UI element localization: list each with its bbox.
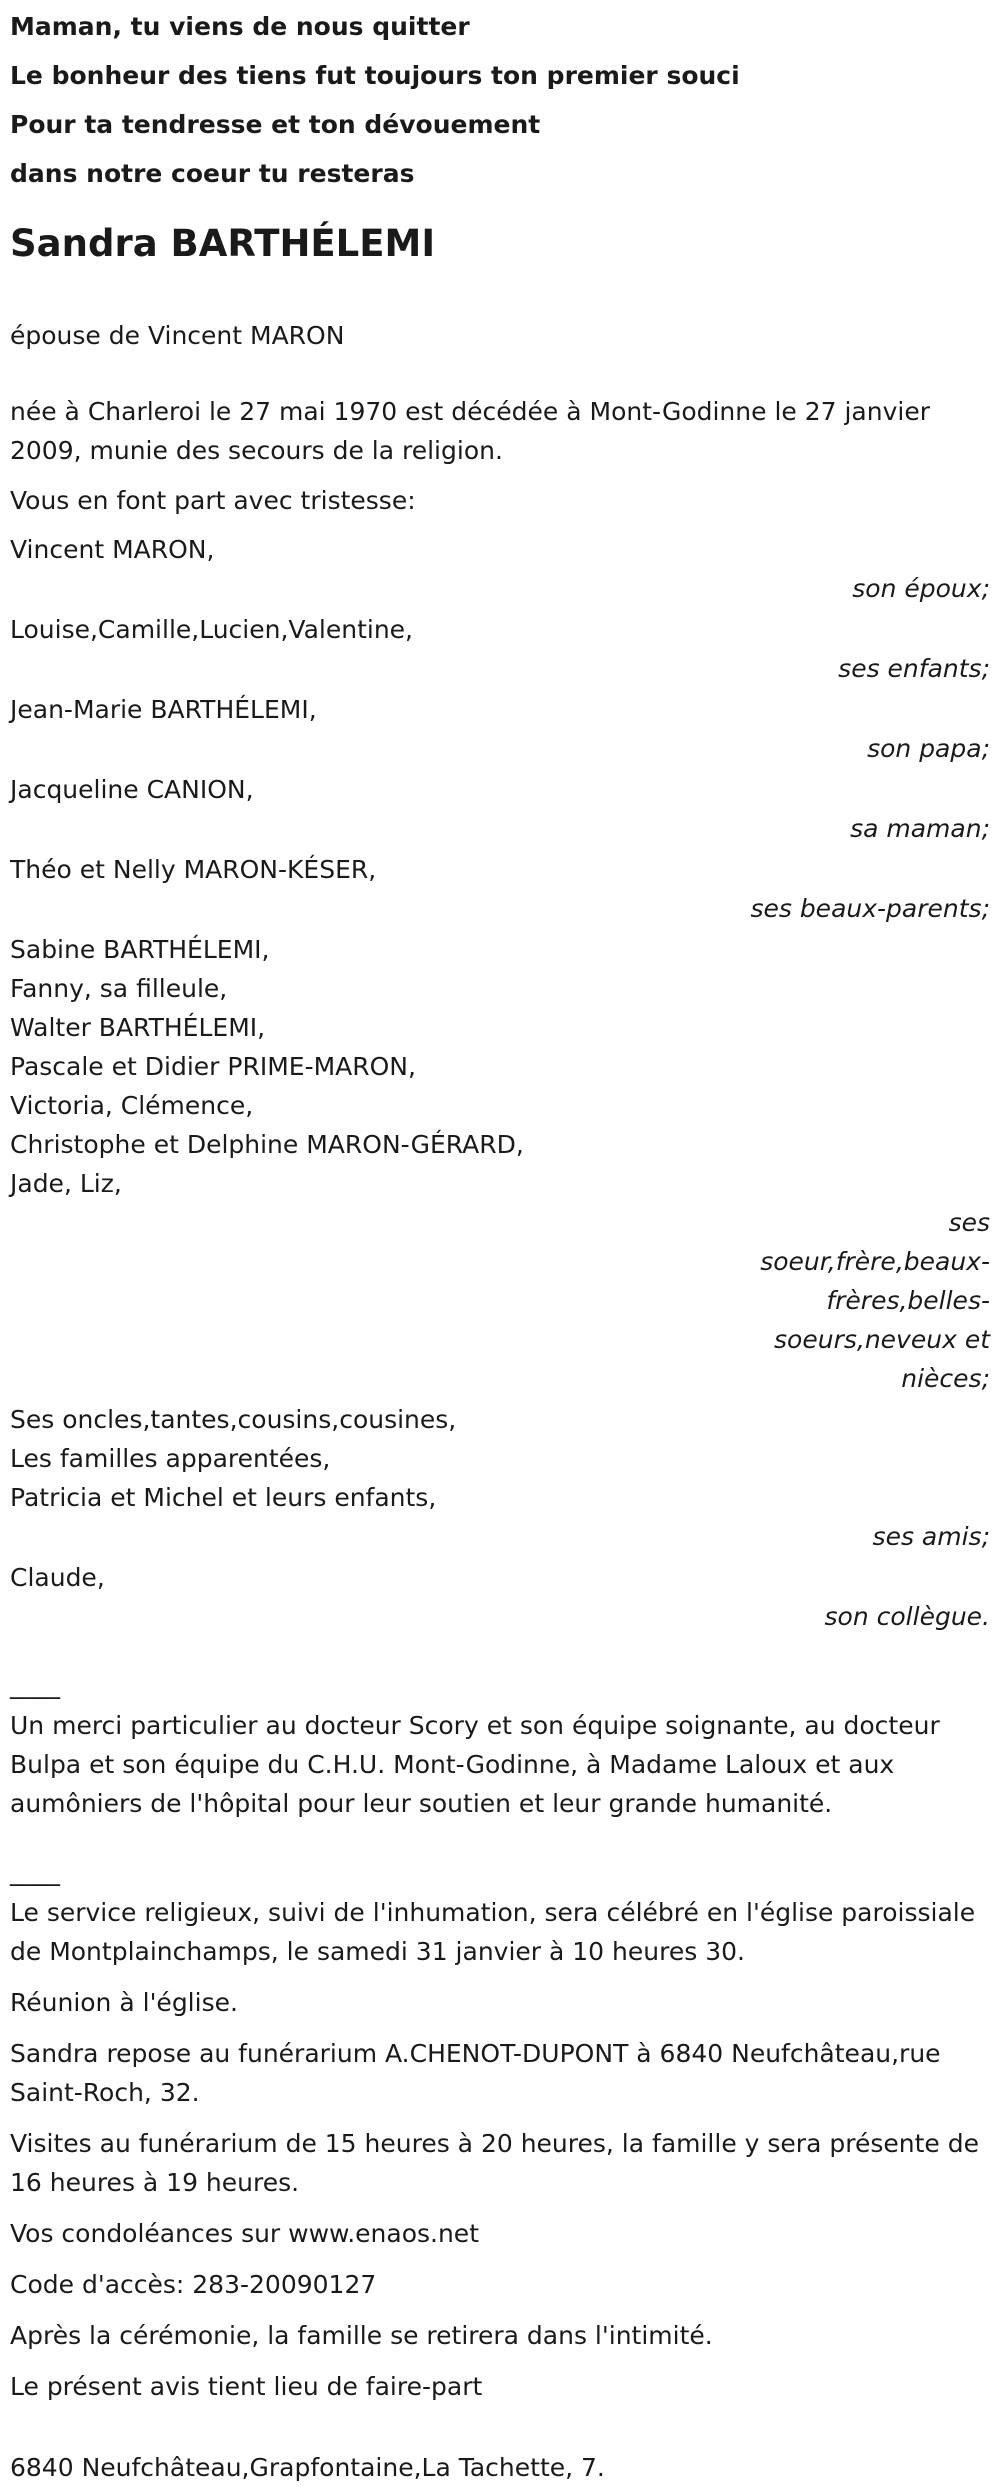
family-entry [10, 690, 990, 768]
poem-line: dans notre coeur tu resteras [10, 159, 415, 188]
family-entry [10, 770, 990, 848]
family-name: Sabine BARTHÉLEMI, [10, 935, 270, 964]
family-relation: son époux; [852, 574, 990, 603]
ceremony-details: Le service religieux, suivi de l'inhumation, sera célébré en l'église paroissiale de Montplainchamps, le samedi 31 janvier à 10 heures 30. [10, 1898, 976, 1966]
family-entry [10, 530, 990, 608]
family-relation: ses soeur,frère,beaux-frères,belles-soeurs,neveux et nièces; [760, 1208, 990, 1393]
family-name: Patricia et Michel et leurs enfants, [10, 1483, 437, 1512]
family-name: Jade, Liz, [10, 1169, 122, 1198]
birth-death-details: née à Charleroi le 27 mai 1970 est décédée à Mont-Godinne le 27 janvier 2009, munie des secours de la religion. [10, 397, 930, 465]
family-list [10, 530, 990, 1636]
funeral-home-details: Sandra repose au funérarium A.CHENOT-DUPONT à 6840 Neufchâteau,rue Saint-Roch, 32. [10, 2039, 941, 2107]
family-relation: son papa; [867, 734, 990, 763]
family-name: Théo et Nelly MARON-KÉSER, [10, 855, 377, 884]
deceased-name: Sandra BARTHÉLEMI [10, 222, 436, 265]
poem [10, 0, 990, 198]
family-name: Jean-Marie BARTHÉLEMI, [10, 695, 317, 724]
section-divider: ____ [10, 1857, 60, 1886]
poem-line: Maman, tu viens de nous quitter [10, 12, 470, 41]
family-entry [10, 610, 990, 688]
family-name: Ses oncles,tantes,cousins,cousines, [10, 1405, 457, 1434]
thanks-paragraph: Un merci particulier au docteur Scory et son équipe soignante, au docteur Bulpa et son équipe du C.H.U. Mont-Godinne, à Madame Laloux et aux aumôniers de l'hôpital pour leur soutien et leur grande humanité. [10, 1711, 940, 1818]
ceremony-details: Réunion à l'église. [10, 1988, 238, 2017]
family-name: Christophe et Delphine MARON-GÉRARD, [10, 1130, 524, 1159]
family-name: Vincent MARON, [10, 535, 215, 564]
spouse-line: épouse de Vincent MARON [10, 321, 345, 350]
family-relation: sa maman; [850, 814, 990, 843]
visiting-hours: Visites au funérarium de 15 heures à 20 heures, la famille y sera présente de 16 heures à 19 heures. [10, 2129, 979, 2197]
family-entry [10, 850, 990, 928]
family-name: Claude, [10, 1563, 105, 1592]
family-relation: ses enfants; [838, 654, 990, 683]
family-name: Fanny, sa filleule, [10, 974, 228, 1003]
family-name: Pascale et Didier PRIME-MARON, [10, 1052, 416, 1081]
family-relation: ses beaux-parents; [750, 894, 990, 923]
family-entry [10, 1400, 990, 1556]
access-code: Code d'accès: 283-20090127 [10, 2270, 377, 2299]
section-divider: ____ [10, 1670, 60, 1699]
condolences-line: Vos condoléances sur www.enaos.net [10, 2219, 479, 2248]
family-relation: ses amis; [872, 1522, 990, 1551]
announcement-line: Vous en font part avec tristesse: [10, 486, 416, 515]
family-address: 6840 Neufchâteau,Grapfontaine,La Tachette, 7. [10, 2453, 605, 2482]
poem-line: Le bonheur des tiens fut toujours ton premier souci [10, 61, 740, 90]
family-name: Walter BARTHÉLEMI, [10, 1013, 266, 1042]
family-name: Les familles apparentées, [10, 1444, 331, 1473]
family-name: Jacqueline CANION, [10, 775, 254, 804]
family-entry [10, 930, 990, 1398]
family-name: Louise,Camille,Lucien,Valentine, [10, 615, 413, 644]
family-entry [10, 1558, 990, 1636]
notice-statement: Le présent avis tient lieu de faire-part [10, 2372, 483, 2401]
poem-line: Pour ta tendresse et ton dévouement [10, 110, 541, 139]
ceremony-details: Après la cérémonie, la famille se retirera dans l'intimité. [10, 2321, 713, 2350]
family-relation: son collègue. [824, 1602, 990, 1631]
family-name: Victoria, Clémence, [10, 1091, 254, 1120]
